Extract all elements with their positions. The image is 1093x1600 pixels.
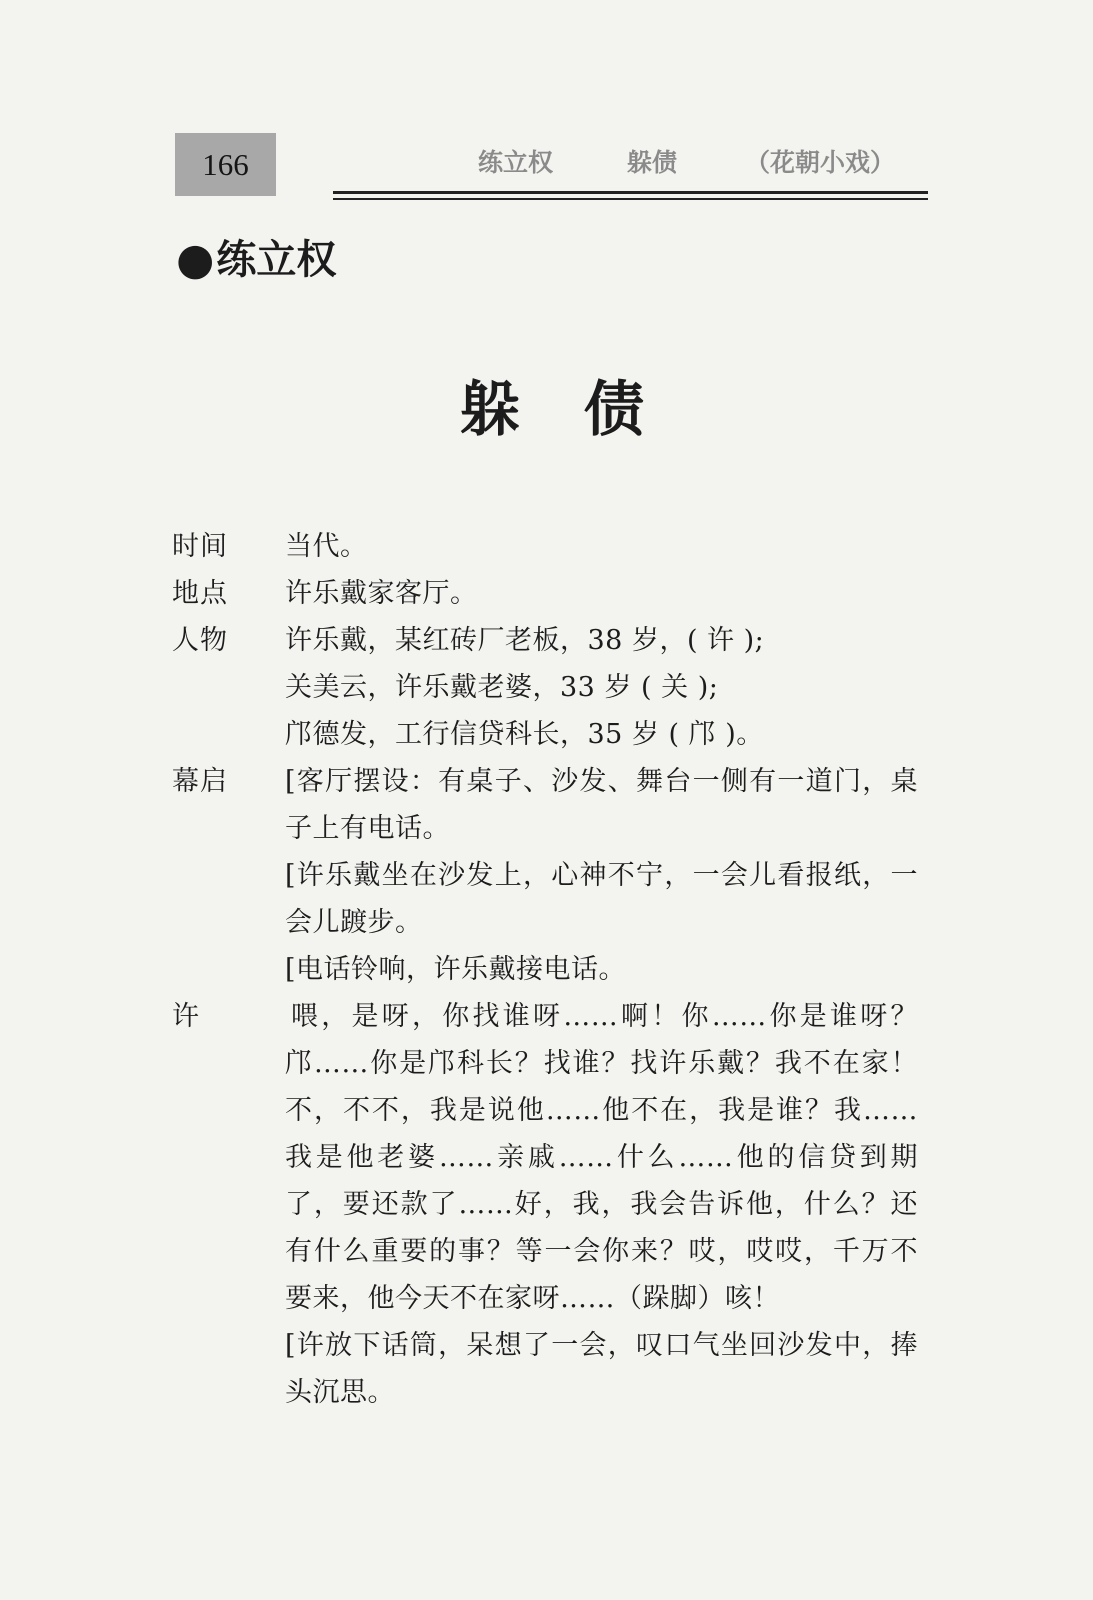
- author-byline: [176, 234, 336, 286]
- script-line: [许乐戴坐在沙发上，心神不宁，一会儿看报纸，一: [285, 860, 918, 891]
- entry-curtain: [172, 758, 918, 993]
- running-header-title: 躲债: [627, 148, 678, 177]
- script-line: [许放下话筒，呆想了一会，叹口气坐回沙发中，捧: [285, 1330, 918, 1361]
- script-line: 许乐戴家客厅。: [285, 578, 478, 609]
- script-line: 了，要还款了……好，我，我会告诉他，什么？还: [285, 1189, 918, 1220]
- script-line: 关美云，许乐戴老婆，33 岁 ( 关 );: [285, 672, 719, 703]
- script-line: 头沉思。: [285, 1377, 395, 1408]
- script-line: 我是他老婆……亲戚……什么……他的信贷到期: [285, 1142, 918, 1173]
- script-line: 当代。: [285, 531, 368, 562]
- entry-label: 地点: [172, 578, 228, 609]
- script-line: 要来，他今天不在家呀……（跺脚）咳！: [285, 1283, 780, 1314]
- script-body: [172, 523, 918, 1416]
- entry-text: [285, 523, 918, 570]
- entry-label: 时间: [172, 531, 228, 562]
- header-rule-thick: [333, 191, 928, 194]
- script-line: 有什么重要的事？等一会你来？哎，哎哎，千万不: [285, 1236, 918, 1267]
- entry-time: [172, 523, 918, 570]
- play-title: 躲债: [460, 375, 708, 445]
- header-rule-thin: [333, 198, 928, 200]
- script-line: [客厅摆设：有桌子、沙发、舞台一侧有一道门，桌: [285, 766, 918, 797]
- script-line: 邝……你是邝科长？找谁？找许乐戴？我不在家！: [285, 1048, 918, 1079]
- running-header-genre: （花朝小戏）: [745, 148, 896, 177]
- page-number: 166: [202, 146, 249, 182]
- entry-place: [172, 570, 918, 617]
- running-header-author: 练立权: [478, 148, 554, 177]
- entry-label: 人物: [172, 625, 228, 656]
- script-line: 会儿踱步。: [285, 907, 423, 938]
- script-line: 邝德发，工行信贷科长，35 岁 ( 邝 )。: [285, 719, 764, 750]
- entry-dialogue-xu: [172, 993, 918, 1416]
- script-line: 子上有电话。: [285, 813, 450, 844]
- script-line: 不，不不，我是说他……他不在，我是谁？我……: [285, 1095, 918, 1126]
- entry-text: [285, 758, 918, 993]
- script-line: 许乐戴，某红砖厂老板，38 岁，( 许 );: [285, 625, 765, 656]
- script-line: [电话铃响，许乐戴接电话。: [285, 954, 627, 985]
- dialogue-text: [285, 993, 918, 1416]
- page-number-box: [175, 133, 276, 196]
- author-name: 练立权: [216, 236, 337, 283]
- bullet-icon: ●: [176, 234, 215, 285]
- entry-characters: [172, 617, 918, 758]
- speaker-label: 许: [172, 1001, 200, 1032]
- entry-text: [285, 617, 918, 758]
- script-line: 喂，是呀，你找谁呀……啊！你……你是谁呀？: [291, 1001, 918, 1032]
- entry-label: 幕启: [172, 766, 228, 797]
- entry-text: [285, 570, 918, 617]
